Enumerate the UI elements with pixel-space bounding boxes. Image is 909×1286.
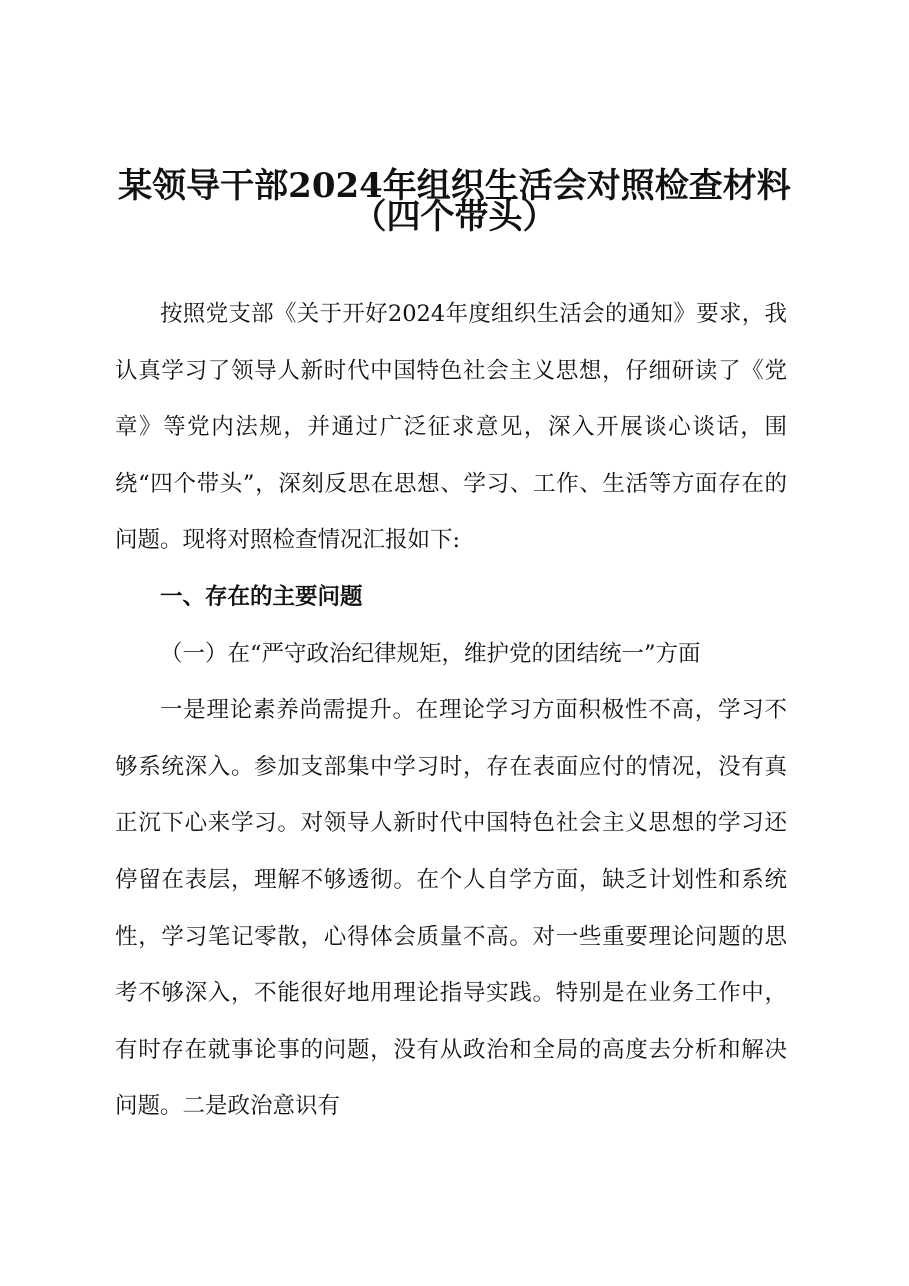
- subsection-paragraph: 一是理论素养尚需提升。在理论学习方面积极性不高，学习不够系统深入。参加支部集中学习时，存在表面应付的情况，没有真正沉下心来学习。对领导人新时代中国特色社会主义思想的学习还停留在表层，理解不够透彻。在个人自学方面，缺乏计划性和系统性，学习笔记零散，心得体会质量不高。对一些重要理论问题的思考不够深入，不能很好地用理论指导实践。特别是在业务工作中，有时存在就事论事的问题，没有从政治和全局的高度去分析和解决问题。二是政治意识有: [115, 697, 787, 1120]
- subsection-heading: （一）在“严守政治纪律规矩，维护党的团结统一”方面: [160, 640, 701, 667]
- intro-paragraph: 按照党支部《关于开好2024年度组织生活会的通知》要求，我认真学习了领导人新时代中国特色社会主义思想，仔细研读了《党章》等党内法规，并通过广泛征求意见，深入开展谈心谈话，围绕“四个带头”，深刻反思在思想、学习、工作、生活等方面存在的问题。现将对照检查情况汇报如下:: [115, 301, 787, 554]
- document-body: [115, 286, 787, 1135]
- section-heading: 一、存在的主要问题: [160, 583, 363, 610]
- document-subtitle: （四个带头）: [352, 197, 557, 237]
- document-title: 某领导干部2024年组织生活会对照检查材料: [118, 166, 791, 206]
